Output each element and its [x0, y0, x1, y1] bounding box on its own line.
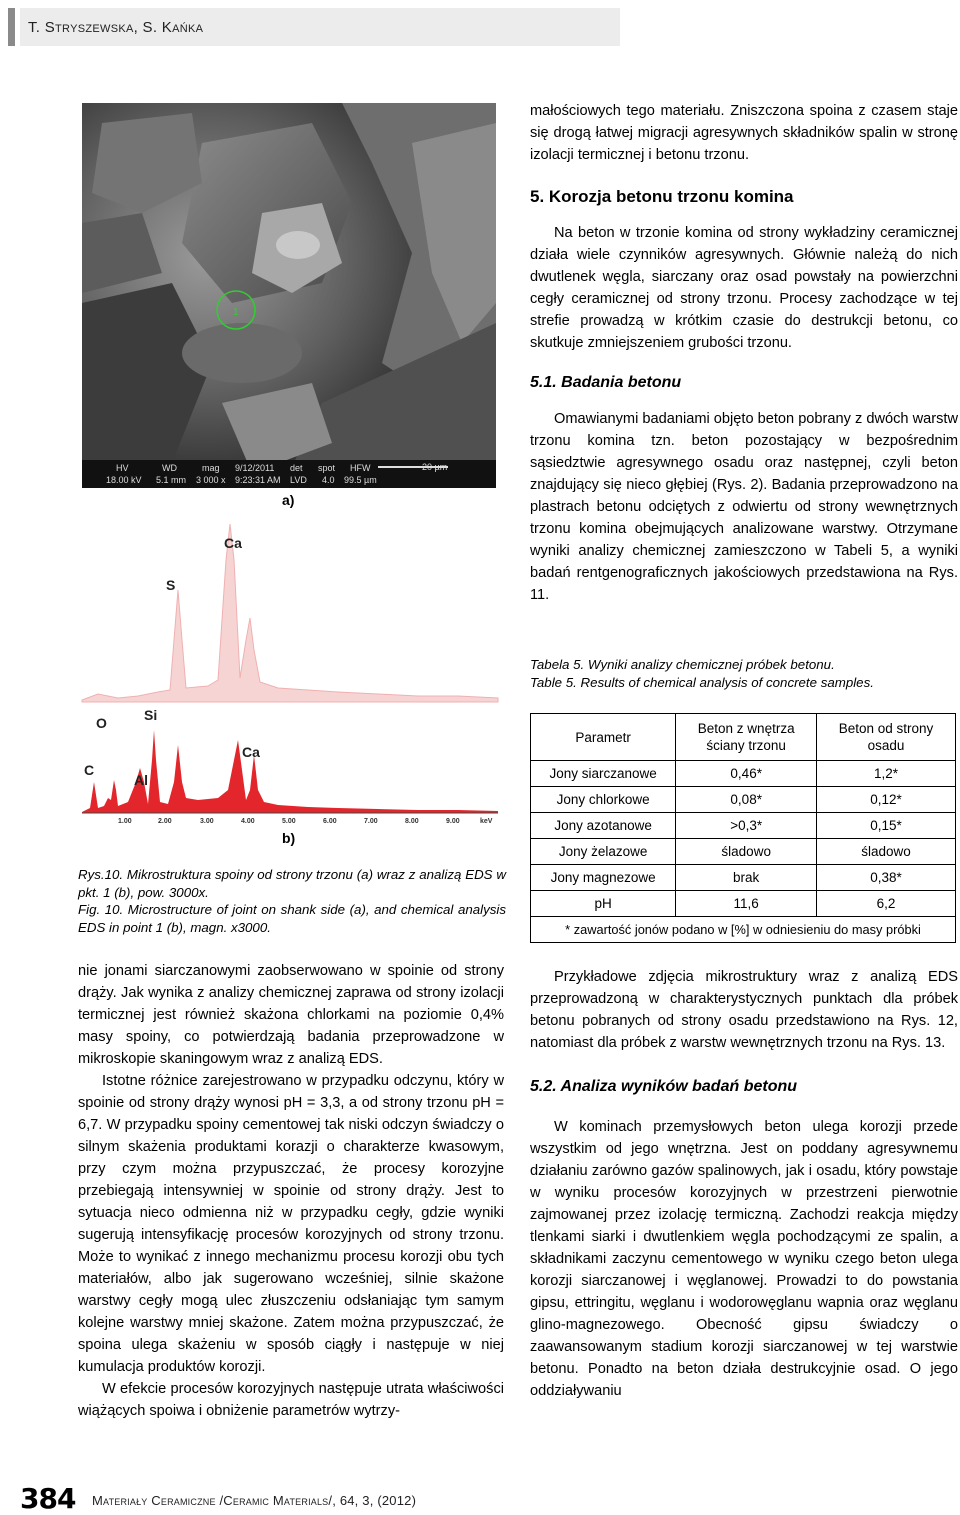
eds-peak-al: Al	[134, 772, 148, 788]
sem-label-date: 9/12/2011	[235, 463, 275, 473]
panel-label-a: a)	[282, 492, 295, 508]
section-5-1-paragraph: Omawianymi badaniami objęto beton pobrany z dwóch warstw trzonu komina tzn. beton pozostający w bezpośrednim sąsiedztwie agresywnego osadu oraz następnej, czyli beton znajdujący się nieco głębiej (Rys. 2). Badania przeprowadzono na plastrach betonu odciętych z odwiertu od strony wewnętrznych trzonu komina obejmujących analizowane warstwy. Otrzymane wyniki analizy chemicznej zamieszczono w Tabeli 5, a wyniki badań rentgenograficznych jakościowych przedstawiona na Rys. 11.	[530, 411, 958, 603]
left-paragraph-1: nie jonami siarczanowymi zaobserwowano w spoinie od strony drąży. Jak wynika z analizy chemicznej zaprawa od strony izolacji termicznej jest również skażona chlorkami na poziomie 0,4% masy spoiny, co potwierdzają badania przeprowadzone w mikroskopie skaningowym wraz z analizą EDS.	[78, 963, 504, 1067]
sem-value-det: LVD	[290, 475, 307, 485]
section-5-2-paragraph: W kominach przemysłowych beton ulega korozji przede wszystkim od jego wnętrzna. Jest on poddany agresywnemu działaniu zarówno gazów spalinowych, jak i osadu, który powstaje w wyniku procesów korozyjnych w przestrzeni pierwotnie zajmowanej przez izolację termiczną. Zachodzi reakcja między tlenkami siarki i dwutlenkiem węgla pochodzącymi ze spalin, a składnikami zaczynu cementowego w wyniku czego beton ulega korozji siarczanowej i węglanowej. Prowadzi to do powstania gipsu, ettringitu, węglanu i wodorowęglanu wapnia oraz węglanu glino-magnezowego. Obecność gipsu świadczy o zaawansowanym stadium korozji siarczanowej w tej warstwie betonu. Ponadto na beton działa destrukcyjnie osad. O jego oddziaływaniu	[530, 1119, 958, 1399]
table-cell: Jony chlorkowe	[531, 787, 676, 813]
sem-label-spot: spot	[318, 463, 336, 473]
eds-spectra	[78, 520, 504, 840]
right-paragraph-after-table: Przykładowe zdjęcia mikrostruktury wraz z analizą EDS przeprowadzoną w charakterystycznych punktach dla próbek betonu pobranych od strony osadu przedstawiono na Rys. 12, natomiast dla próbek z warstw wewnętrznych trzonu na Rys. 13.	[530, 969, 958, 1051]
table-5	[530, 713, 958, 943]
eds-tick: 7.00	[364, 818, 378, 825]
section-5-paragraph: Na beton w trzonie komina od strony wykładziny ceramicznej działa wiele czynników agresywnych. Głównie należą do nich dwutlenek węgla, siarczany oraz osad powstały na powierzchni cegły ceramicznej od strony trzonu. Procesy zachodzące w tej strefie prowadzą w krótkim czasie do destrukcji betonu, co skutkuje zmniejszeniem grubości trzonu.	[530, 225, 958, 351]
eds-bottom-spectrum	[82, 707, 498, 825]
left-paragraph-2: Istotne różnice zarejestrowano w przypadku odczynu, który w spoinie od strony drąży wynosi pH = 3,3, a od strony trzonu pH = 6,7. W przypadku spoiny cementowej tak niski odczyn świadczy o silnym skażenia produktami korazji o charakterze kwasowym, przy czym można przypuszczać, że procesy korozyjne przebiegają intensywniej w spoinie od strony drąży. Jest to sytuacja nieco odmienna niż w przypadku cegły, gdzie wyniki sugerują intensyfikację procesów korozyjnych od strony trzonu. Może to wynikać z innego mechanizmu procesu korozji obu tych materiałów, albo jak sugerowano wcześniej, silnie skażone warstwy cegły mogą ulec złuszczeniu odsłaniając tym samym kolejne warstwy mniej skażone. Zatem można przypuszczać, że spoina ulega skażeniu w sposób ciągły i następuje w niej kumulacja produktów korozji.	[78, 1073, 504, 1375]
running-header-authors: T. Stryszewska, S. Kańka	[28, 19, 204, 36]
section-heading-5-2: 5.2. Analiza wyników badań betonu	[530, 1078, 798, 1095]
sem-scale-label: 20 µm	[422, 462, 448, 472]
table-header-cell: Beton od strony osadu	[817, 714, 956, 761]
figure-caption	[78, 866, 506, 936]
table-5-grid	[530, 713, 956, 943]
sem-value-time: 9:23:31 AM	[235, 475, 281, 485]
table-header-row	[531, 714, 956, 761]
right-column-bottom	[530, 966, 958, 1402]
eds-tick: 2.00	[158, 818, 172, 825]
eds-axis-ticks	[118, 818, 493, 825]
table-cell: pH	[531, 891, 676, 917]
eds-tick: keV	[480, 818, 493, 825]
section-heading-5: 5. Korozja betonu trzonu komina	[530, 187, 794, 206]
table-cell: Jony azotanowe	[531, 813, 676, 839]
journal-footer: Materiały Ceramiczne /Ceramic Materials/, 64, 3, (2012)	[92, 1493, 417, 1508]
sem-label-hv: HV	[116, 463, 129, 473]
table-row	[531, 891, 956, 917]
table-row	[531, 761, 956, 787]
figure-caption-en: Fig. 10. Microstructure of joint on shank side (a), and chemical analysis EDS in point 1 (b), magn. x3000.	[78, 902, 506, 935]
table-cell: 11,6	[676, 891, 817, 917]
table-cell: 0,38*	[817, 865, 956, 891]
table-footnote: * zawartość jonów podano w [%] w odniesieniu do masy próbki	[531, 917, 956, 943]
sem-micrograph	[82, 103, 496, 488]
eds-tick: 6.00	[323, 818, 337, 825]
eds-tick: 9.00	[446, 818, 460, 825]
table-caption-en: Table 5. Results of chemical analysis of concrete samples.	[530, 675, 874, 690]
sem-label-hfw: HFW	[350, 463, 371, 473]
eds-spectra-svg	[78, 520, 504, 840]
table-row	[531, 813, 956, 839]
eds-top-peak-ca: Ca	[224, 535, 242, 551]
table-header-cell: Beton z wnętrza ściany trzonu	[676, 714, 817, 761]
eds-tick: 1.00	[118, 818, 132, 825]
table-cell: Jony siarczanowe	[531, 761, 676, 787]
left-column	[78, 960, 504, 1422]
sem-label-wd: WD	[162, 463, 177, 473]
table-cell: 1,2*	[817, 761, 956, 787]
eds-peak-si: Si	[144, 707, 158, 723]
table-cell: 0,46*	[676, 761, 817, 787]
header-accent-bar	[8, 8, 15, 46]
table-cell: Jony magnezowe	[531, 865, 676, 891]
sem-value-hv: 18.00 kV	[106, 475, 142, 485]
table-cell: 0,15*	[817, 813, 956, 839]
sem-value-mag: 3 000 x	[196, 475, 226, 485]
sem-info-bar	[82, 460, 496, 488]
eds-top-peak-s: S	[166, 577, 176, 593]
table-cell: Jony żelazowe	[531, 839, 676, 865]
table-footnote-row	[531, 917, 956, 943]
eds-tick: 4.00	[241, 818, 255, 825]
figure-caption-pl: Rys.10. Mikrostruktura spoiny od strony trzonu (a) wraz z analizą EDS w pkt. 1 (b), pow. 3000x.	[78, 867, 506, 900]
svg-text:1: 1	[233, 307, 239, 318]
table-cell: brak	[676, 865, 817, 891]
panel-label-b: b)	[282, 830, 296, 846]
sem-label-det: det	[290, 463, 303, 473]
eds-peak-c: C	[84, 762, 95, 778]
table-cell: 0,08*	[676, 787, 817, 813]
table-cell: >0,3*	[676, 813, 817, 839]
eds-tick: 3.00	[200, 818, 214, 825]
table-cell: 6,2	[817, 891, 956, 917]
section-heading-5-1: 5.1. Badania betonu	[530, 374, 682, 391]
table-row	[531, 839, 956, 865]
eds-top-spectrum	[82, 524, 498, 702]
table-header-cell: Parametr	[531, 714, 676, 761]
sem-value-hfw: 99.5 µm	[344, 475, 377, 485]
sem-texture	[82, 103, 496, 488]
eds-tick: 5.00	[282, 818, 296, 825]
table-caption	[530, 656, 950, 692]
eds-tick: 8.00	[405, 818, 419, 825]
table-cell: śladowo	[676, 839, 817, 865]
right-paragraph-continued: małościowych tego materiału. Zniszczona spoina z czasem staje się drogą łatwej migracji agresywnych składników spalin w stronę izolacji termicznej i betonu trzonu.	[530, 103, 958, 163]
right-column-top	[530, 100, 958, 606]
table-row	[531, 865, 956, 891]
sem-value-wd: 5.1 mm	[156, 475, 187, 485]
table-cell: 0,12*	[817, 787, 956, 813]
eds-peak-ca: Ca	[242, 744, 260, 760]
sem-label-mag: mag	[202, 463, 220, 473]
left-paragraph-3: W efekcie procesów korozyjnych następuje utrata właściwości wiążących spoiwa i obniżenie parametrów wytrzy-	[78, 1381, 504, 1419]
table-row	[531, 787, 956, 813]
table-caption-pl: Tabela 5. Wyniki analizy chemicznej próbek betonu.	[530, 657, 835, 672]
eds-peak-o: O	[96, 715, 107, 731]
eds-top-spectrum-fill	[82, 524, 498, 702]
page-number: 384	[20, 1482, 76, 1515]
sem-value-spot: 4.0	[322, 475, 335, 485]
table-cell: śladowo	[817, 839, 956, 865]
